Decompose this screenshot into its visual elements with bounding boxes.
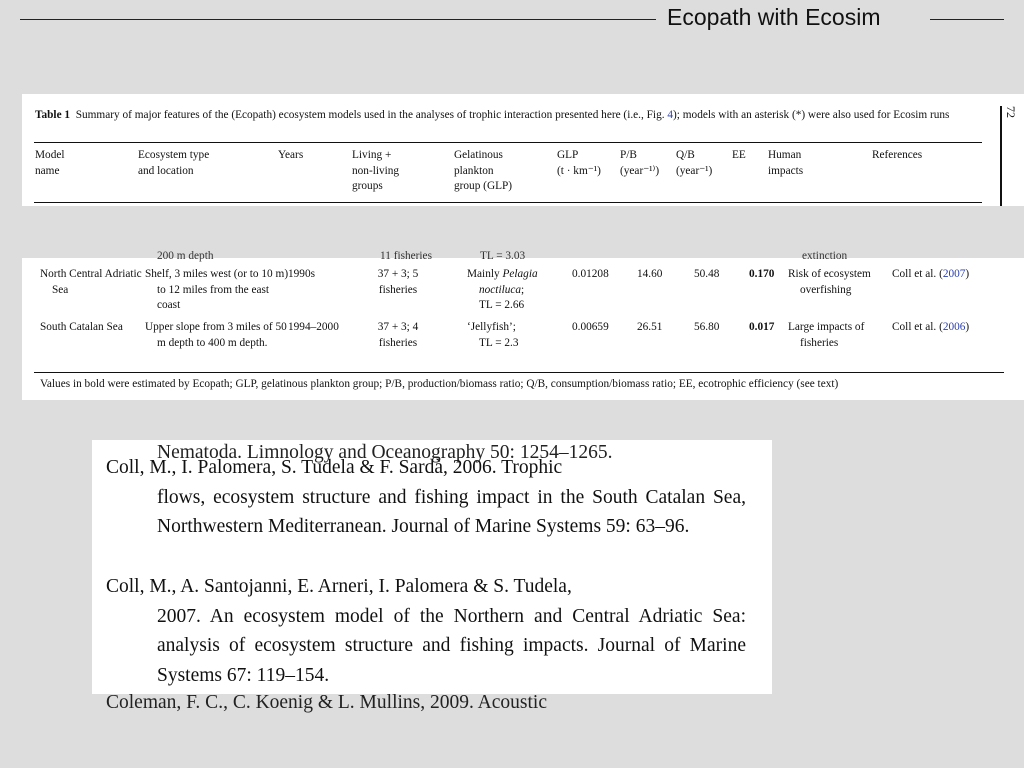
table-footnote: Values in bold were estimated by Ecopath; GLP, gelatinous plankton group; P/B, production/biomass ratio; Q/B, consumption/biomass ratio; EE, ecotrophic efficiency (see text) xyxy=(40,378,839,390)
cut-off-reference-top: Nematoda. Limnology and Oceanography 50: 1254–1265. xyxy=(157,442,613,463)
row2-reference: Coll et al. (2006) xyxy=(892,321,970,333)
figure-link[interactable]: 4 xyxy=(667,109,674,121)
page-edge-bar xyxy=(1000,106,1002,206)
row1-model: North Central Adriatic Sea xyxy=(40,268,142,296)
row1-pb: 14.60 xyxy=(637,268,663,280)
row2-model: South Catalan Sea xyxy=(40,321,123,333)
row1-glp-group: Mainly Pelagia noctiluca; TL = 2.66 xyxy=(467,268,538,311)
row1-glp: 0.01208 xyxy=(572,268,609,280)
col-header-ecosystem: Ecosystem type and location xyxy=(138,149,210,177)
row1-groups: 37 + 3; 5 fisheries xyxy=(377,268,419,296)
table-bottom-rule xyxy=(34,372,1004,373)
row2-groups: 37 + 3; 4 fisheries xyxy=(377,321,419,349)
col-header-references: References xyxy=(872,149,923,161)
row2-ecosystem: Upper slope from 3 miles of 50 m depth to 400 m depth. xyxy=(145,321,287,349)
row2-qb: 56.80 xyxy=(694,321,720,333)
cut-off-reference-bottom: Coleman, F. C., C. Koenig & L. Mullins, 2009. Acoustic xyxy=(106,692,547,713)
row1-ee: 0.170 xyxy=(749,268,775,280)
col-header-years: Years xyxy=(278,149,304,161)
row2-glp-group: ‘Jellyfish’; TL = 2.3 xyxy=(467,321,519,349)
row1-impacts: Risk of ecosystem overfishing xyxy=(788,268,871,296)
row1-reference-link[interactable]: 2007 xyxy=(942,268,966,280)
col-header-ee: EE xyxy=(732,149,746,161)
table-header-rule xyxy=(34,202,982,203)
cut-off-row: 200 m depth 11 fisheries TL = 3.03 extinction xyxy=(157,250,848,262)
reference-item: Coll, M., A. Santojanni, E. Arneri, I. Palomera & S. Tudela, 2007. An ecosystem model of the Northern and Central Adriatic Sea: analysis of ecosystem structure and fishing impacts. Journal of Marine Systems 67: 119–154. xyxy=(106,576,746,686)
col-header-impacts: Human impacts xyxy=(768,149,804,177)
col-header-glp: GLP (t · km⁻¹) xyxy=(557,149,601,177)
table-rows-panel xyxy=(22,250,1024,400)
row2-reference-link[interactable]: 2006 xyxy=(942,321,966,333)
table-caption xyxy=(35,108,983,124)
row1-ecosystem: Shelf, 3 miles west (or to 10 m) to 12 miles from the east coast xyxy=(145,268,289,311)
table-caption-text: Summary of major features of the (Ecopath) ecosystem models used in the analyses of trophic interaction presented here (i.e., Fig. xyxy=(75,109,665,121)
row1-years: 1990s xyxy=(288,268,315,280)
header-rule-right xyxy=(930,19,1004,20)
header-rule-left xyxy=(20,19,656,20)
row1-qb: 50.48 xyxy=(694,268,720,280)
row2-pb: 26.51 xyxy=(637,321,663,333)
table-top-rule xyxy=(34,142,982,143)
row2-glp: 0.00659 xyxy=(572,321,609,333)
row1-reference: Coll et al. (2007) xyxy=(892,268,970,280)
row2-impacts: Large impacts of fisheries xyxy=(788,321,865,349)
page-title: Ecopath with Ecosim xyxy=(667,4,881,30)
references-panel xyxy=(92,440,772,713)
col-header-glp-group: Gelatinous plankton group (GLP) xyxy=(454,149,513,192)
table-caption-text-2: ); models with an asterisk (*) were also used for Ecosim runs xyxy=(673,109,950,121)
col-header-model-name: Model name xyxy=(35,149,65,177)
page-number: 72 xyxy=(1004,106,1018,118)
row2-ee: 0.017 xyxy=(749,321,775,333)
table-caption-label: Table 1 xyxy=(35,109,71,121)
reference-item: Coll, M., I. Palomera, S. Tudela & F. Sardà, 2006. Trophic flows, ecosystem structure and fishing impact in the South Catalan Sea, Northwestern Mediterranean. Journal of Marine Systems 59: 63–96. xyxy=(106,457,746,537)
row2-years: 1994–2000 xyxy=(288,321,339,333)
col-header-pb: P/B (year⁻¹⁾) xyxy=(620,149,660,177)
table-header-panel xyxy=(22,94,1024,206)
col-header-groups: Living + non-living groups xyxy=(352,149,400,192)
col-header-qb: Q/B (year⁻¹) xyxy=(676,149,713,177)
